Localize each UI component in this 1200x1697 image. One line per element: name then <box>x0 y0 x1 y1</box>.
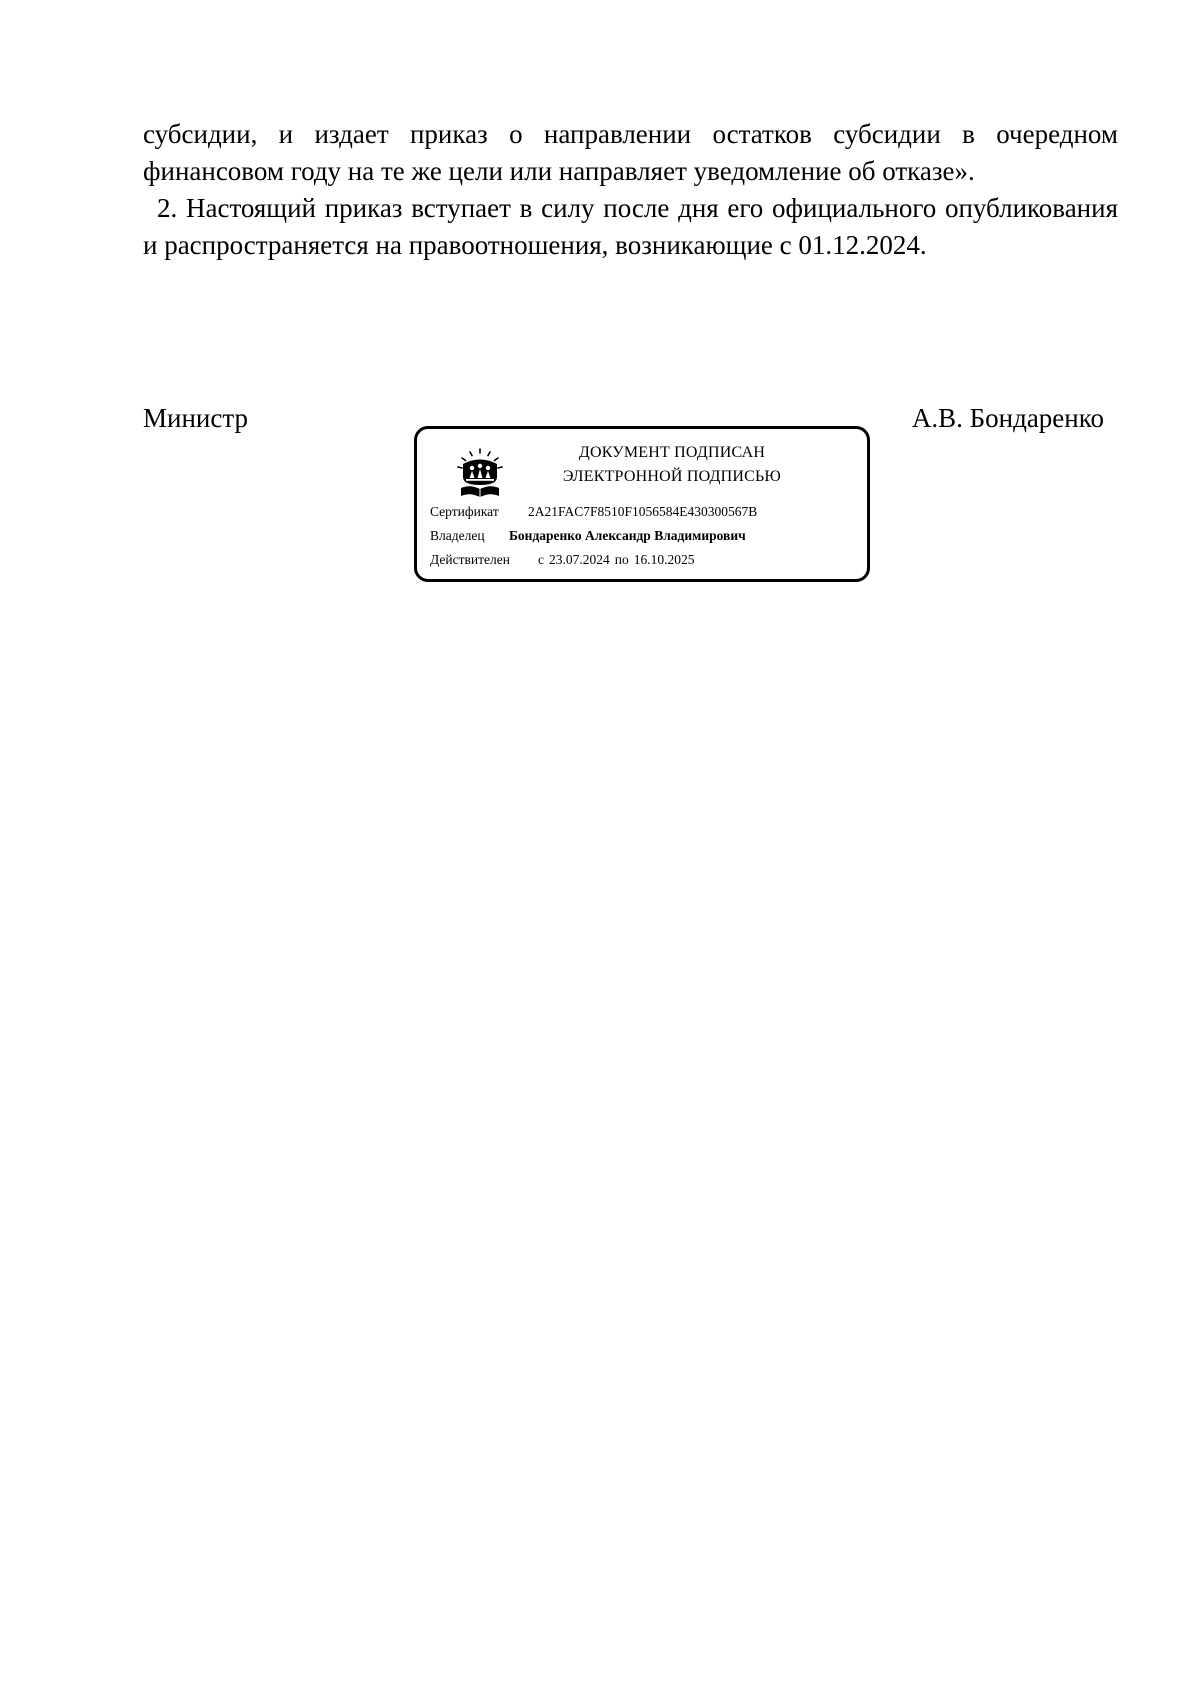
validity-value <box>538 551 694 569</box>
paragraph-subsidy-continuation: субсидии, и издает приказ о направлении остатков субсидии в очередном финансовом году на те же цели или направляет уведомление об отказе». <box>143 119 1118 186</box>
valid-to-date: 16.10.2025 <box>633 552 695 567</box>
coat-of-arms-icon <box>455 447 505 499</box>
stamp-title-line-2: ЭЛЕКТРОННОЙ ПОДПИСЬЮ <box>562 468 782 485</box>
signatory-position: Министр <box>143 403 248 433</box>
valid-to-prefix: по <box>614 552 629 567</box>
stamp-title <box>527 441 817 489</box>
electronic-signature-stamp <box>414 426 870 582</box>
valid-from-prefix: с <box>538 552 544 567</box>
certificate-value: 2A21FAC7F8510F1056584E430300567B <box>528 504 758 519</box>
valid-from-date: 23.07.2024 <box>549 552 610 567</box>
owner-value: Бондаренко Александр Владимирович <box>509 528 746 543</box>
document-body <box>143 116 1118 264</box>
certificate-label: Сертификат <box>430 504 499 519</box>
validity-label: Действителен <box>430 552 510 567</box>
paragraph-effective-date: 2. Настоящий приказ вступает в силу после дня его официального опубликования и распространяется на правоотношения, возникающие с 01.12.2024. <box>143 193 1118 260</box>
stamp-title-line-1: ДОКУМЕНТ ПОДПИСАН <box>578 444 766 461</box>
stamp-certificate-row <box>430 503 757 521</box>
signatory-name: А.В. Бондаренко <box>911 403 1104 433</box>
stamp-validity-row <box>430 551 694 569</box>
owner-label: Владелец <box>430 528 485 543</box>
stamp-owner-row <box>430 527 746 545</box>
